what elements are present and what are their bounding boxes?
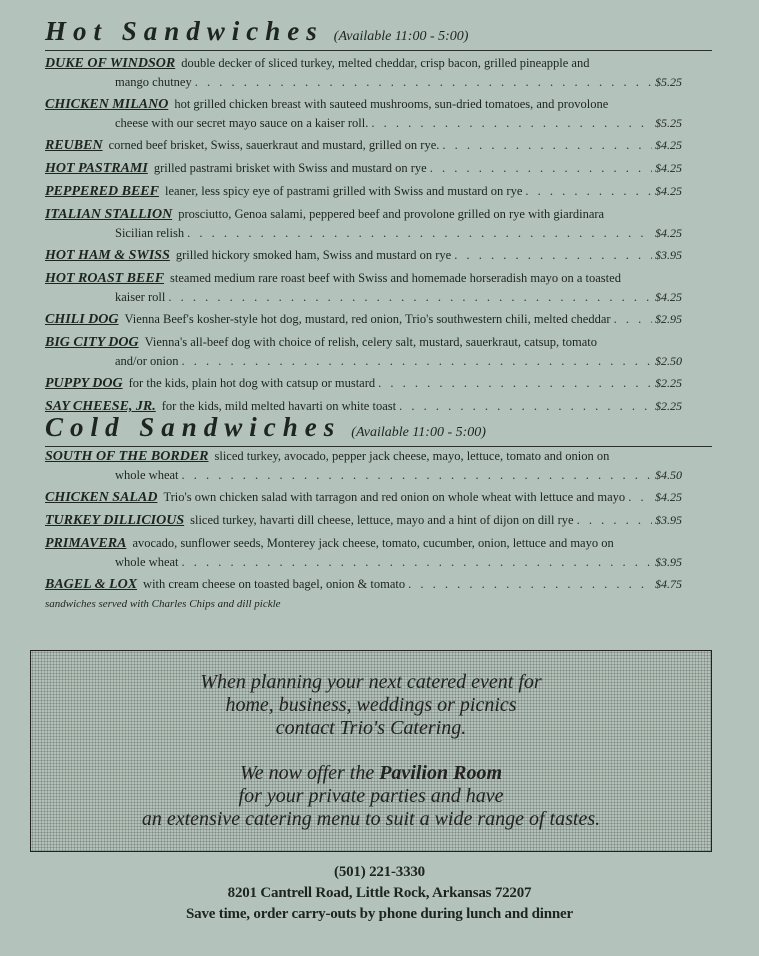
item-name: HOT PASTRAMI bbox=[45, 161, 148, 176]
menu-item bbox=[45, 182, 682, 201]
item-description: hot grilled chicken breast with sauteed mushrooms, sun-dried tomatoes, and provolone bbox=[174, 97, 609, 111]
item-price: $3.95 bbox=[655, 555, 682, 569]
item-second-line bbox=[45, 73, 682, 91]
item-name: CHICKEN SALAD bbox=[45, 490, 158, 505]
sides-note: sandwiches served with Charles Chips and dill pickle bbox=[45, 598, 281, 610]
item-price: $4.25 bbox=[655, 138, 682, 152]
item-description: grilled pastrami brisket with Swiss and mustard on rye bbox=[153, 161, 427, 175]
item-description: for the kids, plain hot dog with catsup or mustard bbox=[128, 376, 376, 390]
menu-item bbox=[45, 95, 682, 132]
item-first-line bbox=[45, 54, 682, 73]
item-name: HOT ROAST BEEF bbox=[45, 271, 165, 286]
item-first-line bbox=[45, 374, 682, 393]
menu-item bbox=[45, 333, 682, 370]
item-description: grilled hickory smoked ham, Swiss and mustard on rye bbox=[175, 248, 452, 262]
item-first-line bbox=[45, 136, 682, 155]
hot-sandwiches-list bbox=[45, 54, 682, 420]
catering-line: contact Trio's Catering. bbox=[275, 717, 467, 739]
item-description: Trio's own chicken salad with tarragon and red onion on whole wheat with lettuce and mayo bbox=[163, 490, 626, 504]
dot-leader bbox=[378, 374, 652, 392]
item-first-line bbox=[45, 488, 682, 507]
section-title: Cold Sandwiches bbox=[45, 412, 342, 442]
item-description: leaner, less spicy eye of pastrami grilled with Swiss and mustard on rye bbox=[164, 184, 523, 198]
dot-leader bbox=[454, 246, 652, 264]
menu-item bbox=[45, 269, 682, 306]
catering-line: When planning your next catered event for bbox=[200, 671, 542, 693]
dot-leader bbox=[614, 310, 652, 328]
menu-item bbox=[45, 447, 682, 484]
contact-footer bbox=[0, 862, 759, 925]
item-price: $4.25 bbox=[655, 290, 682, 304]
item-description-continued: mango chutney bbox=[115, 75, 192, 89]
item-name: BAGEL & LOX bbox=[45, 577, 138, 592]
menu-item bbox=[45, 205, 682, 242]
availability: (Available 11:00 - 5:00) bbox=[351, 425, 486, 440]
item-first-line bbox=[45, 205, 682, 224]
item-name: PRIMAVERA bbox=[45, 536, 127, 551]
cold-sandwiches-list bbox=[45, 447, 682, 598]
item-second-line bbox=[45, 466, 682, 484]
item-name: SOUTH OF THE BORDER bbox=[45, 449, 209, 464]
item-first-line bbox=[45, 534, 682, 553]
item-first-line bbox=[45, 575, 682, 594]
dot-leader bbox=[182, 466, 652, 484]
dot-leader bbox=[371, 114, 652, 132]
item-description-continued: and/or onion bbox=[115, 354, 179, 368]
pavilion-room: Pavilion Room bbox=[379, 762, 503, 784]
item-first-line bbox=[45, 182, 682, 201]
item-description-continued: cheese with our secret mayo sauce on a kaiser roll. bbox=[115, 116, 369, 130]
dot-leader bbox=[442, 136, 652, 154]
pavilion-line bbox=[31, 762, 711, 785]
item-name: PUPPY DOG bbox=[45, 376, 123, 391]
item-description: Vienna's all-beef dog with choice of relish, celery salt, mustard, sauerkraut, catsup, tomato bbox=[144, 335, 598, 349]
item-description-continued: whole wheat bbox=[115, 555, 179, 569]
item-description-continued: Sicilian relish bbox=[115, 226, 185, 240]
item-first-line bbox=[45, 269, 682, 288]
item-price: $2.95 bbox=[655, 312, 682, 326]
item-price: $5.25 bbox=[655, 75, 682, 89]
menu-item bbox=[45, 534, 682, 571]
menu-item bbox=[45, 575, 682, 594]
item-description: double decker of sliced turkey, melted cheddar, crisp bacon, grilled pineapple and bbox=[181, 56, 590, 70]
menu-item bbox=[45, 246, 682, 265]
item-description: with cream cheese on toasted bagel, onion & tomato bbox=[143, 577, 406, 591]
item-name: BIG CITY DOG bbox=[45, 335, 139, 350]
dot-leader bbox=[182, 352, 652, 370]
item-first-line bbox=[45, 511, 682, 530]
item-first-line bbox=[45, 447, 682, 466]
item-name: DUKE OF WINDSOR bbox=[45, 56, 176, 71]
item-price: $4.25 bbox=[655, 184, 682, 198]
item-price: $2.25 bbox=[655, 399, 682, 413]
item-description: avocado, sunflower seeds, Monterey jack cheese, tomato, cucumber, onion, lettuce and mayo on bbox=[132, 536, 614, 550]
item-description: Vienna Beef's kosher-style hot dog, mustard, red onion, Trio's southwestern chili, melted cheddar bbox=[124, 312, 611, 326]
dot-leader bbox=[430, 159, 652, 177]
tagline: Save time, order carry-outs by phone during lunch and dinner bbox=[186, 906, 573, 922]
item-first-line bbox=[45, 310, 682, 329]
item-price: $4.75 bbox=[655, 577, 682, 591]
item-price: $5.25 bbox=[655, 116, 682, 130]
item-price: $3.95 bbox=[655, 513, 682, 527]
item-price: $4.25 bbox=[655, 490, 682, 504]
item-second-line bbox=[45, 224, 682, 242]
catering-box bbox=[30, 650, 712, 852]
item-description: corned beef brisket, Swiss, sauerkraut and mustard, grilled on rye. bbox=[108, 138, 440, 152]
item-price: $4.25 bbox=[655, 226, 682, 240]
item-description-continued: kaiser roll bbox=[115, 290, 166, 304]
item-first-line bbox=[45, 333, 682, 352]
menu-item bbox=[45, 136, 682, 155]
menu-item bbox=[45, 310, 682, 329]
dot-leader bbox=[168, 288, 652, 306]
dot-leader bbox=[577, 511, 652, 529]
dot-leader bbox=[525, 182, 652, 200]
item-name: PEPPERED BEEF bbox=[45, 184, 159, 199]
item-first-line bbox=[45, 159, 682, 178]
item-description: for the kids, mild melted havarti on white toast bbox=[161, 399, 397, 413]
item-description: prosciutto, Genoa salami, peppered beef and provolone grilled on rye with giardinara bbox=[178, 207, 605, 221]
hot-sandwiches-header bbox=[45, 16, 712, 51]
dot-leader bbox=[195, 73, 652, 91]
menu-item bbox=[45, 374, 682, 393]
dot-leader bbox=[182, 553, 652, 571]
menu-item bbox=[45, 488, 682, 507]
item-name: HOT HAM & SWISS bbox=[45, 248, 170, 263]
item-description: sliced turkey, avocado, pepper jack cheese, mayo, lettuce, tomato and onion on bbox=[214, 449, 610, 463]
item-description: sliced turkey, havarti dill cheese, lettuce, mayo and a hint of dijon on dill rye bbox=[190, 513, 574, 527]
item-second-line bbox=[45, 553, 682, 571]
item-description-continued: whole wheat bbox=[115, 468, 179, 482]
item-second-line bbox=[45, 288, 682, 306]
item-name: CHILI DOG bbox=[45, 312, 119, 327]
item-description: steamed medium rare roast beef with Swiss and homemade horseradish mayo on a toasted bbox=[170, 271, 621, 285]
dot-leader bbox=[187, 224, 652, 242]
item-price: $3.95 bbox=[655, 248, 682, 262]
dot-leader bbox=[628, 488, 652, 506]
catering-line: for your private parties and have bbox=[238, 785, 504, 807]
item-price: $4.50 bbox=[655, 468, 682, 482]
cold-sandwiches-header bbox=[45, 412, 712, 447]
item-price: $4.25 bbox=[655, 161, 682, 175]
menu-item bbox=[45, 159, 682, 178]
catering-line: home, business, weddings or picnics bbox=[225, 694, 517, 716]
item-price: $2.50 bbox=[655, 354, 682, 368]
menu-item bbox=[45, 54, 682, 91]
section-title: Hot Sandwiches bbox=[45, 16, 324, 46]
item-name: REUBEN bbox=[45, 138, 103, 153]
item-name: CHICKEN MILANO bbox=[45, 97, 169, 112]
item-name: TURKEY DILLICIOUS bbox=[45, 513, 185, 528]
item-name: SAY CHEESE, JR. bbox=[45, 399, 156, 414]
phone-number: (501) 221-3330 bbox=[334, 864, 425, 880]
item-second-line bbox=[45, 352, 682, 370]
catering-line: an extensive catering menu to suit a wide range of tastes. bbox=[141, 808, 601, 830]
pavilion-pre: We now offer the bbox=[239, 762, 380, 784]
item-first-line bbox=[45, 246, 682, 265]
address: 8201 Cantrell Road, Little Rock, Arkansas 72207 bbox=[227, 885, 532, 901]
dot-leader bbox=[408, 575, 652, 593]
item-name: ITALIAN STALLION bbox=[45, 207, 173, 222]
item-first-line bbox=[45, 95, 682, 114]
availability: (Available 11:00 - 5:00) bbox=[333, 29, 469, 44]
menu-item bbox=[45, 511, 682, 530]
item-price: $2.25 bbox=[655, 376, 682, 390]
item-second-line bbox=[45, 114, 682, 132]
